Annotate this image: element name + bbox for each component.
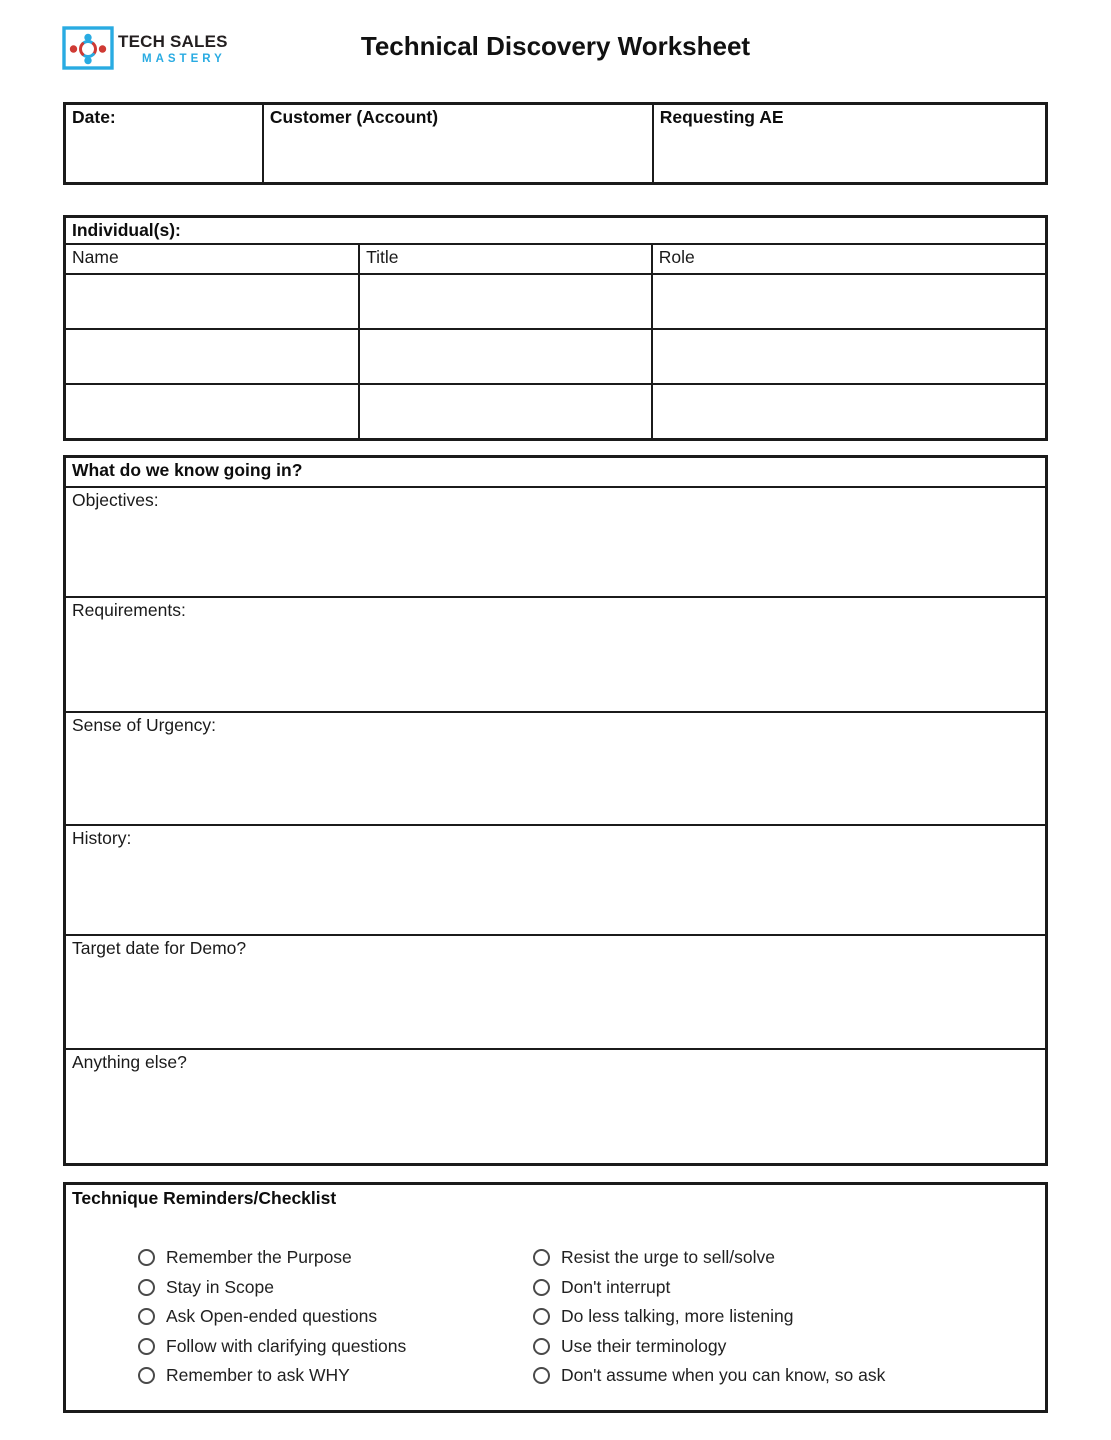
checkbox-circle-icon[interactable] [533,1249,550,1266]
checklist-item-label: Don't interrupt [561,1276,671,1297]
discovery-section-label: What do we know going in? [72,460,303,480]
checklist-right-column [533,1243,1045,1391]
discovery-section-row [65,457,1047,487]
objectives-label: Objectives: [72,489,159,510]
checklist-item [533,1302,1045,1332]
individuals-section-label: Individual(s): [72,220,181,240]
requesting-ae-field[interactable] [653,104,1047,184]
checklist-section-label: Technique Reminders/Checklist [72,1188,337,1208]
individuals-table [63,215,1048,441]
checklist-item-label: Don't assume when you can know, so ask [561,1365,886,1386]
name-column-header [65,244,360,274]
anything-else-label: Anything else? [72,1051,187,1072]
checklist-item-label: Remember to ask WHY [166,1365,350,1386]
history-field[interactable] [65,825,1047,935]
name-column-label: Name [72,247,119,267]
individuals-row-1 [65,274,1047,329]
role-cell[interactable] [652,274,1047,329]
anything-else-field[interactable] [65,1049,1047,1165]
role-column-label: Role [658,247,695,267]
urgency-row [65,712,1047,825]
checklist-item-label: Do less talking, more listening [561,1306,794,1327]
title-cell[interactable] [359,329,652,384]
requirements-label: Requirements: [72,599,186,620]
name-cell[interactable] [65,274,360,329]
anything-else-row [65,1049,1047,1165]
checkbox-circle-icon[interactable] [138,1367,155,1384]
title-cell[interactable] [359,274,652,329]
checklist-left-column [138,1243,533,1391]
history-row [65,825,1047,935]
checkbox-circle-icon[interactable] [533,1367,550,1384]
customer-field[interactable] [263,104,653,184]
checklist-item [138,1243,533,1273]
discovery-table [63,455,1048,1166]
requirements-row [65,597,1047,712]
role-cell[interactable] [652,329,1047,384]
checkbox-circle-icon[interactable] [533,1279,550,1296]
target-date-field[interactable] [65,935,1047,1049]
checklist-item [533,1273,1045,1303]
checklist-item-label: Follow with clarifying questions [166,1335,407,1356]
checklist-item-label: Ask Open-ended questions [166,1306,378,1327]
checkbox-circle-icon[interactable] [138,1308,155,1325]
checklist-item [533,1243,1045,1273]
date-label: Date: [72,107,116,127]
history-label: History: [72,827,132,848]
individuals-header-row [65,244,1047,274]
checkbox-circle-icon[interactable] [533,1338,550,1355]
logo-line1: TECH SALES [118,32,228,51]
urgency-label: Sense of Urgency: [72,714,216,735]
checklist-section [63,1182,1048,1413]
title-column-label: Title [366,247,399,267]
checklist-item-label: Stay in Scope [166,1276,274,1297]
objectives-field[interactable] [65,487,1047,597]
checklist-item [138,1332,533,1362]
individuals-section-row [65,217,1047,245]
name-cell[interactable] [65,329,360,384]
checkbox-circle-icon[interactable] [138,1338,155,1355]
objectives-row [65,487,1047,597]
checklist-item [533,1361,1045,1391]
name-cell[interactable] [65,384,360,439]
role-column-header [652,244,1047,274]
discovery-section-header [65,457,1047,487]
checkbox-circle-icon[interactable] [138,1279,155,1296]
requesting-ae-label: Requesting AE [659,107,784,127]
checklist-item-label: Resist the urge to sell/solve [561,1247,775,1268]
individuals-row-2 [65,329,1047,384]
checklist-item [138,1361,533,1391]
role-cell[interactable] [652,384,1047,439]
logo-line2: MASTERY [142,53,226,65]
title-cell[interactable] [359,384,652,439]
info-table-row [65,104,1047,184]
customer-label: Customer (Account) [269,107,439,127]
checklist-item-label: Remember the Purpose [166,1247,352,1268]
requirements-field[interactable] [65,597,1047,712]
checklist-columns [66,1243,1045,1391]
title-column-header [359,244,652,274]
individuals-row-3 [65,384,1047,439]
target-date-label: Target date for Demo? [72,937,247,958]
checklist-item [533,1332,1045,1362]
urgency-field[interactable] [65,712,1047,825]
target-date-row [65,935,1047,1049]
checklist-item [138,1302,533,1332]
date-field[interactable] [65,104,263,184]
individuals-section-header [65,217,1047,245]
info-table [63,102,1048,185]
checklist-item-label: Use their terminology [561,1335,727,1356]
page-title: Technical Discovery Worksheet [360,31,751,61]
checkbox-circle-icon[interactable] [138,1249,155,1266]
checkbox-circle-icon[interactable] [533,1308,550,1325]
checklist-item [138,1273,533,1303]
